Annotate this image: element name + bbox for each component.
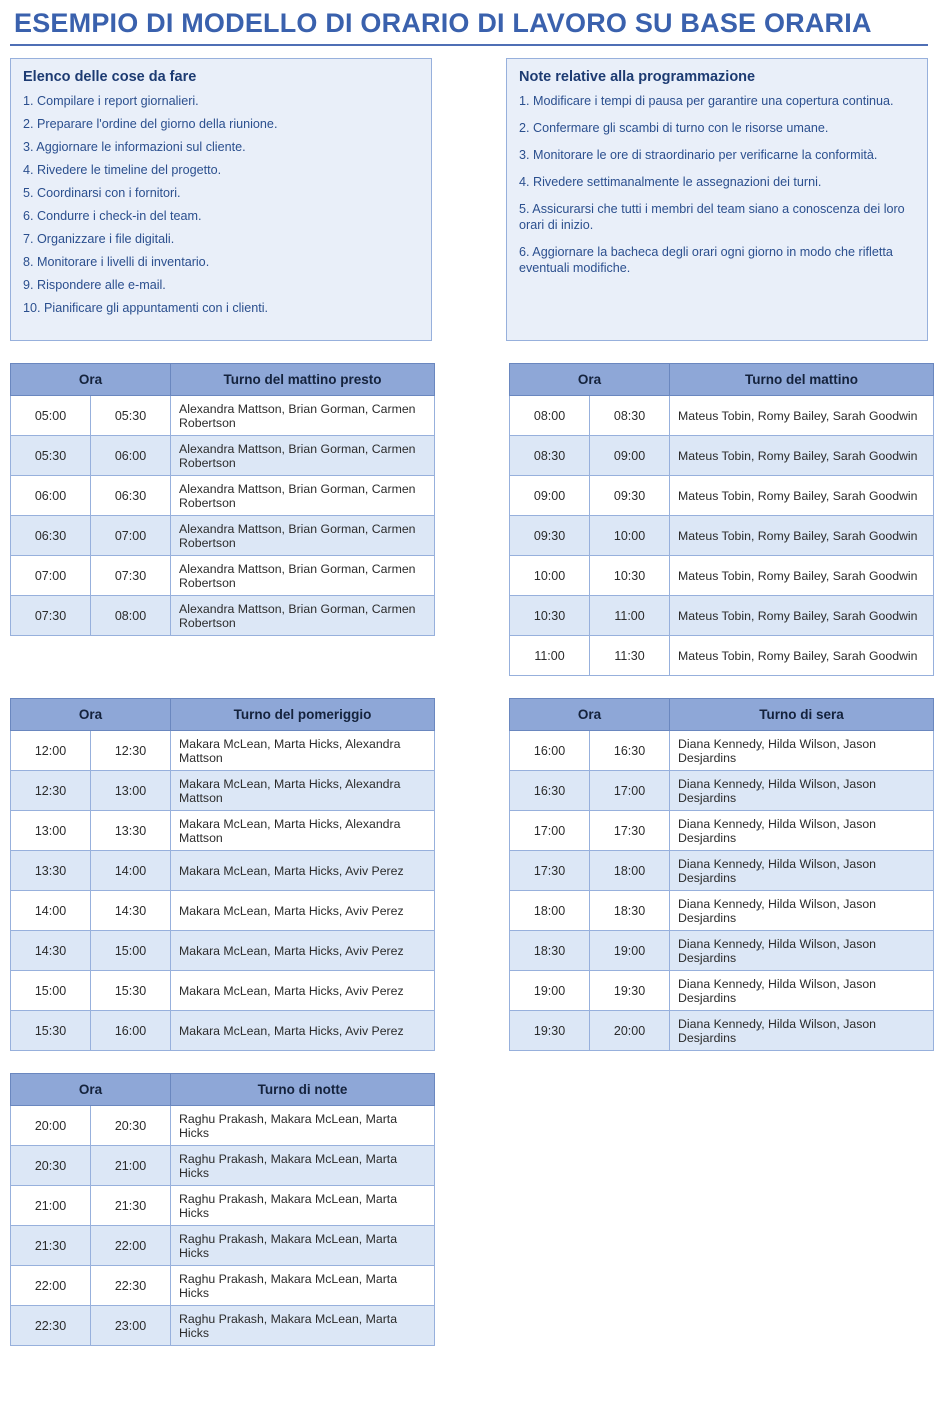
- list-item: 5. Assicurarsi che tutti i membri del team siano a conoscenza dei loro orari di inizio.: [519, 202, 905, 232]
- column-header-shift: Turno del mattino: [670, 364, 934, 396]
- cell-start-time: 22:00: [11, 1266, 91, 1306]
- cell-end-time: 09:30: [590, 476, 670, 516]
- table-row: [11, 1306, 435, 1346]
- cell-staff: Mateus Tobin, Romy Bailey, Sarah Goodwin: [670, 596, 934, 636]
- cell-start-time: 13:30: [11, 851, 91, 891]
- cell-end-time: 11:00: [590, 596, 670, 636]
- cell-end-time: 07:30: [91, 556, 171, 596]
- list-item: 8. Monitorare i livelli di inventario.: [23, 255, 210, 269]
- cell-start-time: 19:00: [510, 971, 590, 1011]
- table-row: [510, 731, 934, 771]
- cell-staff: Alexandra Mattson, Brian Gorman, Carmen Robertson: [171, 476, 435, 516]
- table-row: [11, 1106, 435, 1146]
- tables-row-2: [10, 698, 928, 1051]
- table-row: [510, 636, 934, 676]
- cell-start-time: 18:00: [510, 891, 590, 931]
- column-header-hour: Ora: [11, 364, 171, 396]
- table-row: [510, 931, 934, 971]
- table-row: [510, 556, 934, 596]
- cell-start-time: 05:30: [11, 436, 91, 476]
- cell-start-time: 09:00: [510, 476, 590, 516]
- cell-staff: Makara McLean, Marta Hicks, Aviv Perez: [171, 851, 435, 891]
- cell-start-time: 14:30: [11, 931, 91, 971]
- cell-staff: Makara McLean, Marta Hicks, Aviv Perez: [171, 1011, 435, 1051]
- table-row: [510, 1011, 934, 1051]
- table-row: [11, 731, 435, 771]
- table-row: [11, 476, 435, 516]
- cell-staff: Diana Kennedy, Hilda Wilson, Jason Desjardins: [670, 811, 934, 851]
- cell-end-time: 13:30: [91, 811, 171, 851]
- table-row: [11, 1011, 435, 1051]
- table-row: [11, 1146, 435, 1186]
- cell-end-time: 19:30: [590, 971, 670, 1011]
- list-item: 6. Condurre i check-in del team.: [23, 209, 202, 223]
- list-item: 2. Preparare l'ordine del giorno della riunione.: [23, 117, 278, 131]
- morning-shift-table: [509, 363, 934, 676]
- cell-staff: Raghu Prakash, Makara McLean, Marta Hicks: [171, 1266, 435, 1306]
- cell-end-time: 08:30: [590, 396, 670, 436]
- cell-end-time: 06:00: [91, 436, 171, 476]
- cell-start-time: 22:30: [11, 1306, 91, 1346]
- cell-end-time: 10:00: [590, 516, 670, 556]
- cell-end-time: 22:30: [91, 1266, 171, 1306]
- cell-staff: Mateus Tobin, Romy Bailey, Sarah Goodwin: [670, 396, 934, 436]
- cell-start-time: 13:00: [11, 811, 91, 851]
- table-row: [11, 1226, 435, 1266]
- table-row: [510, 851, 934, 891]
- cell-end-time: 20:30: [91, 1106, 171, 1146]
- cell-staff: Mateus Tobin, Romy Bailey, Sarah Goodwin: [670, 436, 934, 476]
- cell-start-time: 21:00: [11, 1186, 91, 1226]
- column-header-shift: Turno del pomeriggio: [171, 699, 435, 731]
- cell-start-time: 06:00: [11, 476, 91, 516]
- cell-start-time: 17:00: [510, 811, 590, 851]
- table-row: [11, 556, 435, 596]
- cell-staff: Raghu Prakash, Makara McLean, Marta Hicks: [171, 1306, 435, 1346]
- cell-end-time: 16:30: [590, 731, 670, 771]
- cell-end-time: 05:30: [91, 396, 171, 436]
- table-row: [510, 971, 934, 1011]
- cell-end-time: 10:30: [590, 556, 670, 596]
- cell-start-time: 12:00: [11, 731, 91, 771]
- cell-staff: Alexandra Mattson, Brian Gorman, Carmen Robertson: [171, 556, 435, 596]
- list-item: 5. Coordinarsi con i fornitori.: [23, 186, 181, 200]
- list-item: 6. Aggiornare la bacheca degli orari ogni giorno in modo che rifletta eventuali modifiche.: [519, 245, 893, 275]
- cell-start-time: 14:00: [11, 891, 91, 931]
- list-item: 1. Compilare i report giornalieri.: [23, 94, 199, 108]
- cell-start-time: 15:30: [11, 1011, 91, 1051]
- evening-shift-table: [509, 698, 934, 1051]
- cell-staff: Raghu Prakash, Makara McLean, Marta Hicks: [171, 1226, 435, 1266]
- cell-staff: Mateus Tobin, Romy Bailey, Sarah Goodwin: [670, 516, 934, 556]
- cell-start-time: 16:30: [510, 771, 590, 811]
- cell-staff: Diana Kennedy, Hilda Wilson, Jason Desjardins: [670, 971, 934, 1011]
- todo-panel-title: Elenco delle cose da fare: [23, 69, 197, 85]
- scheduling-notes-panel: [506, 58, 928, 341]
- cell-end-time: 21:00: [91, 1146, 171, 1186]
- cell-staff: Alexandra Mattson, Brian Gorman, Carmen Robertson: [171, 436, 435, 476]
- table-row: [11, 931, 435, 971]
- cell-start-time: 11:00: [510, 636, 590, 676]
- cell-start-time: 07:00: [11, 556, 91, 596]
- list-item: 4. Rivedere le timeline del progetto.: [23, 163, 222, 177]
- table-header-row: [510, 699, 934, 731]
- cell-staff: Makara McLean, Marta Hicks, Alexandra Mattson: [171, 811, 435, 851]
- list-item: 7. Organizzare i file digitali.: [23, 232, 175, 246]
- cell-end-time: 16:00: [91, 1011, 171, 1051]
- cell-start-time: 08:00: [510, 396, 590, 436]
- table-header-row: [11, 699, 435, 731]
- cell-start-time: 10:30: [510, 596, 590, 636]
- list-item: 9. Rispondere alle e-mail.: [23, 278, 166, 292]
- cell-end-time: 14:30: [91, 891, 171, 931]
- cell-staff: Raghu Prakash, Makara McLean, Marta Hicks: [171, 1106, 435, 1146]
- table-header-row: [510, 364, 934, 396]
- column-header-hour: Ora: [11, 699, 171, 731]
- cell-end-time: 20:00: [590, 1011, 670, 1051]
- table-row: [510, 596, 934, 636]
- table-row: [11, 596, 435, 636]
- column-header-hour: Ora: [11, 1074, 171, 1106]
- cell-start-time: 10:00: [510, 556, 590, 596]
- list-item: 4. Rivedere settimanalmente le assegnazioni dei turni.: [519, 175, 822, 189]
- table-row: [510, 891, 934, 931]
- cell-end-time: 22:00: [91, 1226, 171, 1266]
- table-row: [11, 971, 435, 1011]
- list-item: 3. Monitorare le ore di straordinario per verificarne la conformità.: [519, 148, 878, 162]
- cell-staff: Alexandra Mattson, Brian Gorman, Carmen Robertson: [171, 516, 435, 556]
- list-item: 2. Confermare gli scambi di turno con le risorse umane.: [519, 121, 829, 135]
- cell-staff: Diana Kennedy, Hilda Wilson, Jason Desjardins: [670, 771, 934, 811]
- cell-end-time: 18:00: [590, 851, 670, 891]
- table-row: [11, 1266, 435, 1306]
- table-row: [510, 396, 934, 436]
- cell-staff: Diana Kennedy, Hilda Wilson, Jason Desjardins: [670, 891, 934, 931]
- table-row: [510, 771, 934, 811]
- todo-list: [23, 93, 419, 316]
- cell-staff: Diana Kennedy, Hilda Wilson, Jason Desjardins: [670, 1011, 934, 1051]
- cell-start-time: 18:30: [510, 931, 590, 971]
- cell-start-time: 12:30: [11, 771, 91, 811]
- list-item: 3. Aggiornare le informazioni sul cliente.: [23, 140, 246, 154]
- cell-start-time: 08:30: [510, 436, 590, 476]
- cell-end-time: 14:00: [91, 851, 171, 891]
- cell-end-time: 15:30: [91, 971, 171, 1011]
- cell-staff: Diana Kennedy, Hilda Wilson, Jason Desjardins: [670, 851, 934, 891]
- cell-end-time: 19:00: [590, 931, 670, 971]
- list-item: 1. Modificare i tempi di pausa per garantire una copertura continua.: [519, 94, 894, 108]
- table-row: [510, 811, 934, 851]
- cell-end-time: 13:00: [91, 771, 171, 811]
- cell-start-time: 06:30: [11, 516, 91, 556]
- table-header-row: [11, 1074, 435, 1106]
- table-row: [510, 516, 934, 556]
- afternoon-shift-table: [10, 698, 435, 1051]
- cell-staff: Diana Kennedy, Hilda Wilson, Jason Desjardins: [670, 731, 934, 771]
- cell-start-time: 16:00: [510, 731, 590, 771]
- cell-end-time: 18:30: [590, 891, 670, 931]
- cell-end-time: 09:00: [590, 436, 670, 476]
- cell-staff: Makara McLean, Marta Hicks, Alexandra Mattson: [171, 731, 435, 771]
- cell-start-time: 19:30: [510, 1011, 590, 1051]
- tables-row-1: [10, 363, 928, 676]
- column-header-hour: Ora: [510, 364, 670, 396]
- night-shift-table: [10, 1073, 435, 1346]
- cell-end-time: 21:30: [91, 1186, 171, 1226]
- page-title-bar: [10, 0, 928, 46]
- table-header-row: [11, 364, 435, 396]
- early-morning-shift-table: [10, 363, 435, 636]
- cell-end-time: 23:00: [91, 1306, 171, 1346]
- table-row: [11, 396, 435, 436]
- cell-staff: Alexandra Mattson, Brian Gorman, Carmen Robertson: [171, 396, 435, 436]
- cell-staff: Raghu Prakash, Makara McLean, Marta Hicks: [171, 1186, 435, 1226]
- table-row: [11, 811, 435, 851]
- scheduling-notes-list: [519, 93, 915, 276]
- scheduling-notes-title: Note relative alla programmazione: [519, 69, 756, 85]
- table-row: [11, 771, 435, 811]
- cell-staff: Makara McLean, Marta Hicks, Aviv Perez: [171, 971, 435, 1011]
- tables-row-3: [10, 1073, 928, 1346]
- cell-start-time: 17:30: [510, 851, 590, 891]
- column-header-shift: Turno del mattino presto: [171, 364, 435, 396]
- cell-end-time: 07:00: [91, 516, 171, 556]
- cell-start-time: 05:00: [11, 396, 91, 436]
- cell-start-time: 20:00: [11, 1106, 91, 1146]
- notes-row: [10, 58, 928, 341]
- todo-panel: [10, 58, 432, 341]
- cell-staff: Mateus Tobin, Romy Bailey, Sarah Goodwin: [670, 476, 934, 516]
- cell-end-time: 15:00: [91, 931, 171, 971]
- cell-start-time: 07:30: [11, 596, 91, 636]
- cell-staff: Mateus Tobin, Romy Bailey, Sarah Goodwin: [670, 636, 934, 676]
- cell-staff: Makara McLean, Marta Hicks, Aviv Perez: [171, 931, 435, 971]
- page-title: ESEMPIO DI MODELLO DI ORARIO DI LAVORO SU BASE ORARIA: [14, 8, 872, 38]
- cell-end-time: 12:30: [91, 731, 171, 771]
- cell-end-time: 11:30: [590, 636, 670, 676]
- column-header-shift: Turno di sera: [670, 699, 934, 731]
- cell-end-time: 17:30: [590, 811, 670, 851]
- column-header-hour: Ora: [510, 699, 670, 731]
- table-row: [11, 516, 435, 556]
- cell-end-time: 08:00: [91, 596, 171, 636]
- cell-start-time: 21:30: [11, 1226, 91, 1266]
- cell-staff: Alexandra Mattson, Brian Gorman, Carmen Robertson: [171, 596, 435, 636]
- column-header-shift: Turno di notte: [171, 1074, 435, 1106]
- table-row: [11, 436, 435, 476]
- table-row: [510, 436, 934, 476]
- table-row: [11, 891, 435, 931]
- cell-staff: Makara McLean, Marta Hicks, Aviv Perez: [171, 891, 435, 931]
- cell-start-time: 20:30: [11, 1146, 91, 1186]
- table-row: [11, 1186, 435, 1226]
- table-row: [510, 476, 934, 516]
- cell-staff: Raghu Prakash, Makara McLean, Marta Hicks: [171, 1146, 435, 1186]
- cell-start-time: 15:00: [11, 971, 91, 1011]
- cell-end-time: 17:00: [590, 771, 670, 811]
- list-item: 10. Pianificare gli appuntamenti con i clienti.: [23, 301, 269, 315]
- cell-staff: Makara McLean, Marta Hicks, Alexandra Mattson: [171, 771, 435, 811]
- table-row: [11, 851, 435, 891]
- cell-start-time: 09:30: [510, 516, 590, 556]
- cell-end-time: 06:30: [91, 476, 171, 516]
- cell-staff: Mateus Tobin, Romy Bailey, Sarah Goodwin: [670, 556, 934, 596]
- cell-staff: Diana Kennedy, Hilda Wilson, Jason Desjardins: [670, 931, 934, 971]
